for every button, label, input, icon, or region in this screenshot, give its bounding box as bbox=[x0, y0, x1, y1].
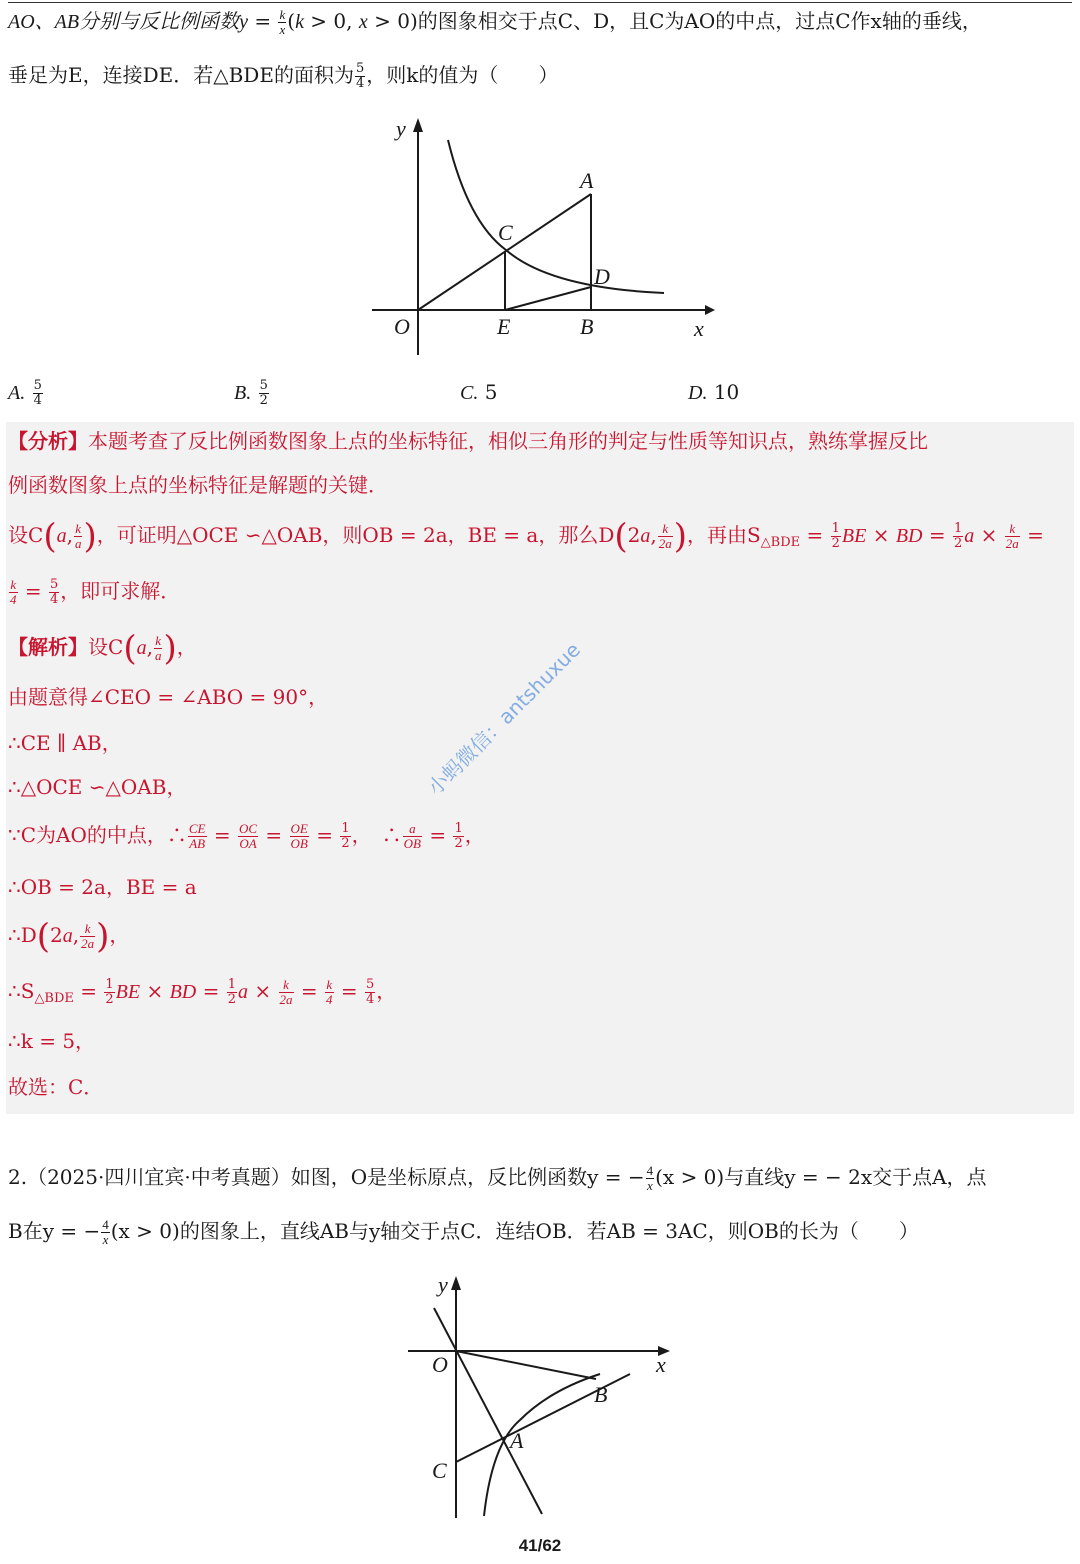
q1-label-o: O bbox=[394, 314, 410, 339]
solution-line-9: ∴k = 5， bbox=[8, 1029, 96, 1053]
solution-line-7: ∴D(2a, $\frac{k}{2a}$ )， bbox=[8, 916, 130, 957]
q1-y-arrow bbox=[413, 118, 423, 132]
option-a[interactable]: A. $\frac{5}{4}$ bbox=[8, 378, 42, 408]
q2-label-c: C bbox=[432, 1458, 447, 1483]
q2-label-x: x bbox=[656, 1352, 666, 1377]
q2-label-b: B bbox=[594, 1382, 608, 1407]
q1-stem-line-2: 垂足为E，连接DE．若△BDE的面积为 $\frac{5}{4}$ ，则k的值为（ ） bbox=[8, 61, 559, 91]
q1-label-c: C bbox=[498, 220, 513, 245]
q1-label-a: A bbox=[580, 168, 594, 193]
q2-figure bbox=[400, 1268, 690, 1530]
q2-y-arrow bbox=[451, 1276, 461, 1290]
q1-label-b: B bbox=[580, 314, 594, 339]
solution-line-3: ∴CE ∥ AB， bbox=[8, 731, 122, 755]
solution-line-6: ∴OB = 2a，BE = a bbox=[8, 875, 197, 899]
q2-label-a: A bbox=[510, 1428, 524, 1453]
q1-label-y: y bbox=[396, 116, 406, 141]
analysis-box bbox=[6, 422, 1074, 1114]
analysis-line-3: 设C(a, $\frac{k}{a}$ )，可证明△OCE ∽△OAB，则OB = 2a，BE = a，那么D(2a, $\frac{k}{2a}$ )，再由$S_{\triangle BDE}$ = $\frac{1}{2}$ BE × BD = $\frac{1}{2}$ a × $\frac{k}{2a}$ = bbox=[8, 516, 1044, 557]
q2-stem-line-1: 2.（2025·四川宜宾·中考真题）如图，O是坐标原点，反比例函数y = − $\frac{4}{x}$ (x > 0)与直线y = − 2x交于点A，点 bbox=[8, 1163, 987, 1193]
option-d[interactable]: D. 10 bbox=[688, 380, 740, 404]
q1-stem-line-1: AO、AB分别与反比例函数y = $\frac{k}{x}$ (k > 0, x > 0)的图象相交于点C、D，且C为AO的中点，过点C作x轴的垂线， bbox=[8, 7, 982, 37]
solution-line-5: ∵C为AO的中点，∴ $\frac{CE}{AB}$ = $\frac{OC}{OA}$ = $\frac{OE}{OB}$ = $\frac{1}{2}$ ， ∴ $\frac{a}{OB}$ = $\frac{1}{2}$ ， bbox=[8, 821, 485, 851]
q1-label-d: D bbox=[594, 264, 610, 289]
q2-label-o: O bbox=[432, 1352, 448, 1377]
page-number: 41/62 bbox=[518, 1536, 562, 1555]
q2-stem-line-2: B在y = − $\frac{4}{x}$ (x > 0)的图象上，直线AB与y轴交于点C．连结OB．若AB = 3AC，则OB的长为（ ） bbox=[8, 1217, 919, 1247]
q2-label-y: y bbox=[438, 1272, 448, 1297]
analysis-line-1: 【分析】本题考查了反比例函数图象上点的坐标特征，相似三角形的判定与性质等知识点，熟练掌握反比 bbox=[8, 429, 928, 453]
q2-segment-ob bbox=[456, 1351, 596, 1379]
analysis-line-4: $\frac{k}{4}$ = $\frac{5}{4}$ ，即可求解． bbox=[10, 577, 181, 607]
q2-hyperbola bbox=[484, 1374, 600, 1516]
solution-line-1: 【解析】设C(a, $\frac{k}{a}$ )， bbox=[8, 628, 197, 669]
solution-line-10: 故选：C． bbox=[8, 1075, 104, 1099]
top-rule bbox=[8, 2, 1072, 3]
q1-label-x: x bbox=[694, 316, 704, 341]
q1-segment-ed bbox=[505, 287, 591, 310]
solution-line-8: $\therefore S_{\triangle BDE}$ = $\frac{1}{2}$ BE × BD = $\frac{1}{2}$ a × $\frac{k}{2a}$ = $\frac{k}{4}$ = $\frac{5}{4}$ ， bbox=[8, 977, 397, 1007]
option-c[interactable]: C. 5 bbox=[460, 380, 498, 404]
solution-line-4: ∴△OCE ∽△OAB， bbox=[8, 775, 187, 799]
q1-x-arrow bbox=[705, 305, 715, 315]
watermark: 小蚂微信：antshuxue bbox=[422, 637, 586, 800]
q2-line-y-minus-2x bbox=[434, 1308, 542, 1514]
q1-figure bbox=[360, 110, 720, 360]
q1-label-e: E bbox=[497, 314, 511, 339]
option-b[interactable]: B. $\frac{5}{2}$ bbox=[234, 378, 268, 408]
solution-line-2: 由题意得∠CEO = ∠ABO = 90°， bbox=[8, 685, 329, 709]
analysis-line-2: 例函数图象上点的坐标特征是解题的关键． bbox=[8, 473, 388, 497]
